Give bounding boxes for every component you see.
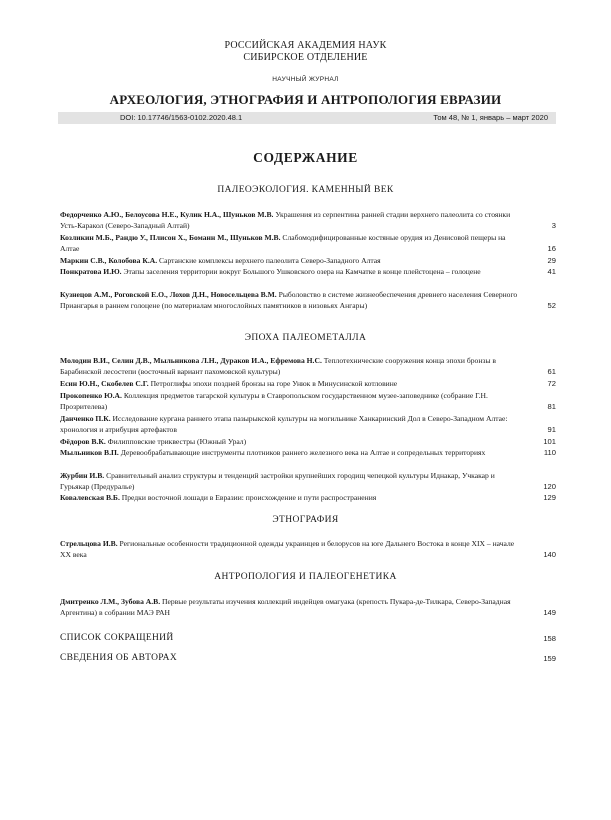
entry-page: 41	[547, 267, 556, 276]
authors-info-label: СВЕДЕНИЯ ОБ АВТОРАХ	[60, 653, 177, 663]
toc-entry[interactable]	[60, 266, 556, 277]
entry-title: Предки восточной лошади в Евразии: происхождение и пути распространения	[121, 493, 377, 502]
entry-page: 61	[547, 367, 556, 376]
issue-bar	[58, 112, 556, 124]
entry-authors: Маркин С.В., Колобова К.А.	[60, 256, 158, 265]
publisher-header	[0, 40, 611, 64]
entry-title: Деревообрабатывающие инструменты плотников раннего железного века на Алтае и сопредельных территориях	[120, 448, 486, 457]
authors-info-link[interactable]	[60, 653, 556, 663]
section-title: АНТРОПОЛОГИЯ И ПАЛЕОГЕНЕТИКА	[214, 572, 397, 582]
doi: DOI: 10.17746/1563-0102.2020.48.1	[120, 113, 243, 122]
toc-entry[interactable]	[60, 436, 556, 447]
entry-authors: Стрельцова И.В.	[60, 539, 118, 548]
toc-entry[interactable]	[60, 255, 556, 266]
entry-authors: Кузнецов А.М., Роговской Е.О., Лохов Д.Н., Новосельцева В.М.	[60, 290, 277, 299]
entry-page: 52	[547, 301, 556, 310]
entry-authors: Ковалевская В.Б.	[60, 493, 120, 502]
entry-page: 120	[543, 482, 556, 491]
toc-entry[interactable]	[60, 470, 556, 492]
entry-title: Рыболовство в системе жизнеобеспечения древнего населения Северного Приангарья в раннем голоцене (по материалам многослойных памятников в низовьях Ангары)	[60, 290, 518, 310]
entry-page: 81	[547, 402, 556, 411]
entry-page: 129	[543, 493, 556, 502]
toc-entry[interactable]	[60, 378, 556, 389]
abbreviations-label: СПИСОК СОКРАЩЕНИЙ	[60, 633, 174, 643]
entry-page: 158	[543, 634, 556, 643]
entry-title: Слабомодифицированные костяные орудия из Денисовой пещеры на Алтае	[60, 233, 506, 253]
entry-title: Сравнительный анализ структуры и тенденций застройки крупнейших городищ чепецкой культуры Иднакар, Учкакар и Гурьякар (Предуралье)	[60, 471, 495, 491]
entry-title: Региональные особенности традиционной одежды украинцев и белорусов на юге Дальнего Востока в конце XIX – начале XX века	[60, 539, 515, 559]
entry-title: Теплотехнические сооружения конца эпохи бронзы в Барабинской лесостепи (восточный вариант пахомовской культуры)	[60, 356, 496, 376]
toc-entry[interactable]	[60, 413, 556, 435]
abbreviations-link[interactable]	[60, 633, 556, 643]
toc-entry[interactable]	[60, 355, 556, 377]
section-title: ЭТНОГРАФИЯ	[272, 515, 339, 525]
entry-page: 29	[547, 256, 556, 265]
contents-title: СОДЕРЖАНИЕ	[253, 150, 358, 165]
entry-page: 3	[551, 221, 556, 230]
entry-title: Филипповские триквестры (Южный Урал)	[107, 437, 247, 446]
toc-entry[interactable]	[60, 232, 556, 254]
journal-type: НАУЧНЫЙ ЖУРНАЛ	[272, 76, 339, 83]
entry-authors: Журбин И.В.	[60, 471, 105, 480]
entry-page: 91	[547, 425, 556, 434]
entry-authors: Федорченко А.Ю., Белоусова Н.Е., Кулик Н.А., Шуньков М.В.	[60, 210, 274, 219]
toc-entry[interactable]	[60, 390, 556, 412]
toc-entry[interactable]	[60, 538, 556, 560]
toc-entry[interactable]	[60, 209, 556, 231]
section-title: ЭПОХА ПАЛЕОМЕТАЛЛА	[244, 333, 367, 343]
toc-entry[interactable]	[60, 596, 556, 618]
entry-authors: Молодин В.И., Селин Д.В., Мыльникова Л.Н., Дураков И.А., Ефремова Н.С.	[60, 356, 322, 365]
entry-authors: Есин Ю.Н., Скобелев С.Г.	[60, 379, 149, 388]
entry-authors: Данченко П.К.	[60, 414, 111, 423]
section-title: ПАЛЕОЭКОЛОГИЯ. КАМЕННЫЙ ВЕК	[217, 185, 394, 195]
toc-entry[interactable]	[60, 492, 556, 503]
entry-title: Украшения из серпентина ранней стадии верхнего палеолита со стоянки Усть-Каракол (Северо-Западный Алтай)	[60, 210, 511, 230]
entry-title: Петроглифы эпохи поздней бронзы на горе Унюк в Минусинской котловине	[150, 379, 398, 388]
entry-title: Сартанские комплексы верхнего палеолита Северо-Западного Алтая	[159, 256, 381, 265]
entry-title: Коллекция предметов тагарской культуры в Ставропольском государственном музее-заповеднике (собрание Г.Н. Прозрителева)	[60, 391, 488, 411]
entry-page: 16	[547, 244, 556, 253]
entry-authors: Прокопенко Ю.А.	[60, 391, 122, 400]
entry-title: Исследование кургана раннего этапа пазырыкской культуры на могильнике Ханкаринский Дол в Северо-Западном Алтае: хронология и атрибуция артефактов	[60, 414, 508, 434]
entry-authors: Козликин М.Б., Рандю У., Плисон Х., Боманн М., Шуньков М.В.	[60, 233, 281, 242]
toc-entry[interactable]	[60, 289, 556, 311]
entry-page: 101	[543, 437, 556, 446]
entry-page: 159	[543, 654, 556, 663]
issue-info: Том 48, № 1, январь – март 2020	[433, 113, 548, 122]
toc-entry[interactable]	[60, 447, 556, 458]
journal-title: АРХЕОЛОГИЯ, ЭТНОГРАФИЯ И АНТРОПОЛОГИЯ ЕВРАЗИИ	[109, 92, 502, 107]
entry-authors: Понкратова И.Ю.	[60, 267, 122, 276]
entry-authors: Фёдоров В.К.	[60, 437, 106, 446]
entry-page: 110	[543, 448, 556, 457]
entry-page: 149	[543, 608, 556, 617]
entry-authors: Дмитренко Л.М., Зубова А.В.	[60, 597, 161, 606]
entry-page: 72	[547, 379, 556, 388]
entry-authors: Мыльников В.П.	[60, 448, 119, 457]
entry-title: Первые результаты изучения коллекций индейцев омагуака (крепость Пукара-де-Тилкара, Северо-Западная Аргентина) в собрании МАЭ РАН	[60, 597, 511, 617]
academy-name: РОССИЙСКАЯ АКАДЕМИЯ НАУК	[224, 40, 387, 51]
entry-title: Этапы заселения территории вокруг Большого Ушковского озера на Камчатке в конце плейстоцена – голоцене	[123, 267, 481, 276]
entry-page: 140	[543, 550, 556, 559]
branch-name: СИБИРСКОЕ ОТДЕЛЕНИЕ	[243, 52, 368, 63]
